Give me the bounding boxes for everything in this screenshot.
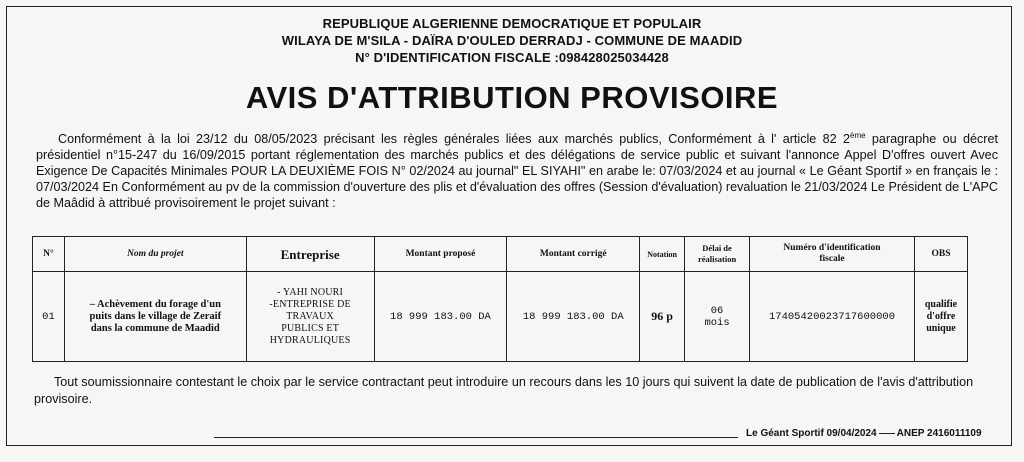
publication-name: Le Géant Sportif 09/04/2024	[746, 428, 877, 439]
header-company: Entreprise	[246, 237, 374, 272]
header-tax-id-line1: Numéro d'identification	[783, 243, 881, 253]
company-line4: PUBLICS ET	[281, 322, 340, 334]
attribution-table	[32, 236, 968, 362]
company-line2: -ENTREPRISE DE	[269, 298, 351, 310]
intro-text-1: Conformément à la loi 23/12 du 08/05/2023 précisant les règles générales liées aux marchés publics, Conformément à l' article 82 2	[58, 132, 850, 146]
table-header-row	[33, 237, 968, 272]
intro-superscript: ème	[850, 130, 866, 140]
company-line5: HYDRAULIQUES	[269, 334, 351, 346]
project-line1: – Achèvement du forage d'un	[89, 298, 221, 310]
delay-line2: mois	[704, 316, 730, 329]
company-line1: - YAHI NOURI	[277, 286, 344, 298]
table-row	[33, 272, 968, 362]
header-delay-line1: Délai de	[702, 243, 732, 253]
cell-delay	[685, 272, 750, 362]
header-tax-id	[750, 237, 915, 272]
publication-dash	[879, 433, 895, 434]
signature-rule	[214, 437, 738, 438]
obs-line1: qualifie	[924, 298, 958, 310]
obs-line2: d'offre	[926, 310, 956, 322]
company-line3: TRAVAUX	[286, 310, 334, 322]
header-obs: OBS	[914, 237, 967, 272]
delay-line1: 06	[710, 304, 724, 317]
header-republic: REPUBLIQUE ALGERIENNE DEMOCRATIQUE ET POPULAIR	[322, 16, 702, 31]
header-score: Notation	[640, 237, 685, 272]
header-delay-line2: réalisation	[697, 254, 737, 264]
header-wilaya: WILAYA DE M'SILA - DAÏRA D'OULED DERRADJ - COMMUNE DE MAADID	[281, 33, 743, 48]
cell-obs	[914, 272, 967, 362]
header-num: N°	[33, 237, 65, 272]
anep-number: ANEP 2416011109	[896, 428, 982, 439]
cell-corrected-amount: 18 999 183.00 DA	[507, 272, 640, 362]
project-line2: puits dans le village de Zeraif	[89, 310, 222, 322]
cell-company	[246, 272, 374, 362]
intro-text-2: paragraphe ou décret présidentiel n°15-247 du 16/09/2015 portant réglementation des marchés publics et des délégations de service public et suivant l'annonce Appel D'offres ouvert Avec Exigence De Capacités Minimales POUR LA DEUXIÈME FOIS N° 02/2024 au journal" EL SIYAHI" en arabe le: 07/03/2024 et au journal « Le Géant Sportif » en français le : 07/03/2024 En Conformément au pv de la commission d'ouverture des plis et d'évaluation des offres (Session d'évaluation) revaluation le 21/03/2024 Le Président de L'APC de Maâdid à attribué provisoirement le projet suivant :	[36, 132, 998, 210]
appeal-notice	[34, 374, 1004, 408]
obs-line3: unique	[926, 322, 956, 334]
page-title: AVIS D'ATTRIBUTION PROVISOIRE	[245, 80, 779, 115]
header-tax-id-line2: fiscale	[819, 254, 845, 264]
header-corrected: Montant corrigé	[507, 237, 640, 272]
cell-proposed-amount: 18 999 183.00 DA	[374, 272, 507, 362]
project-line3: dans la commune de Maadid	[90, 322, 220, 334]
cell-project	[64, 272, 246, 362]
header-project: Nom du projet	[64, 237, 246, 272]
cell-num: 01	[33, 272, 65, 362]
appeal-notice-text: Tout soumissionnaire contestant le choix par le service contractant peut introduire un recours dans les 10 jours qui suivent la date de publication de l'avis d'attribution provisoire.	[34, 375, 974, 406]
cell-score: 96 p	[640, 272, 685, 362]
publication-line	[746, 428, 982, 439]
header-fiscal-id: N° D'IDENTIFICATION FISCALE :098428025034428	[355, 50, 669, 65]
intro-paragraph	[36, 131, 998, 211]
header-delay	[685, 237, 750, 272]
cell-tax-id: 17405420023717600000	[750, 272, 915, 362]
header-proposed: Montant proposé	[374, 237, 507, 272]
